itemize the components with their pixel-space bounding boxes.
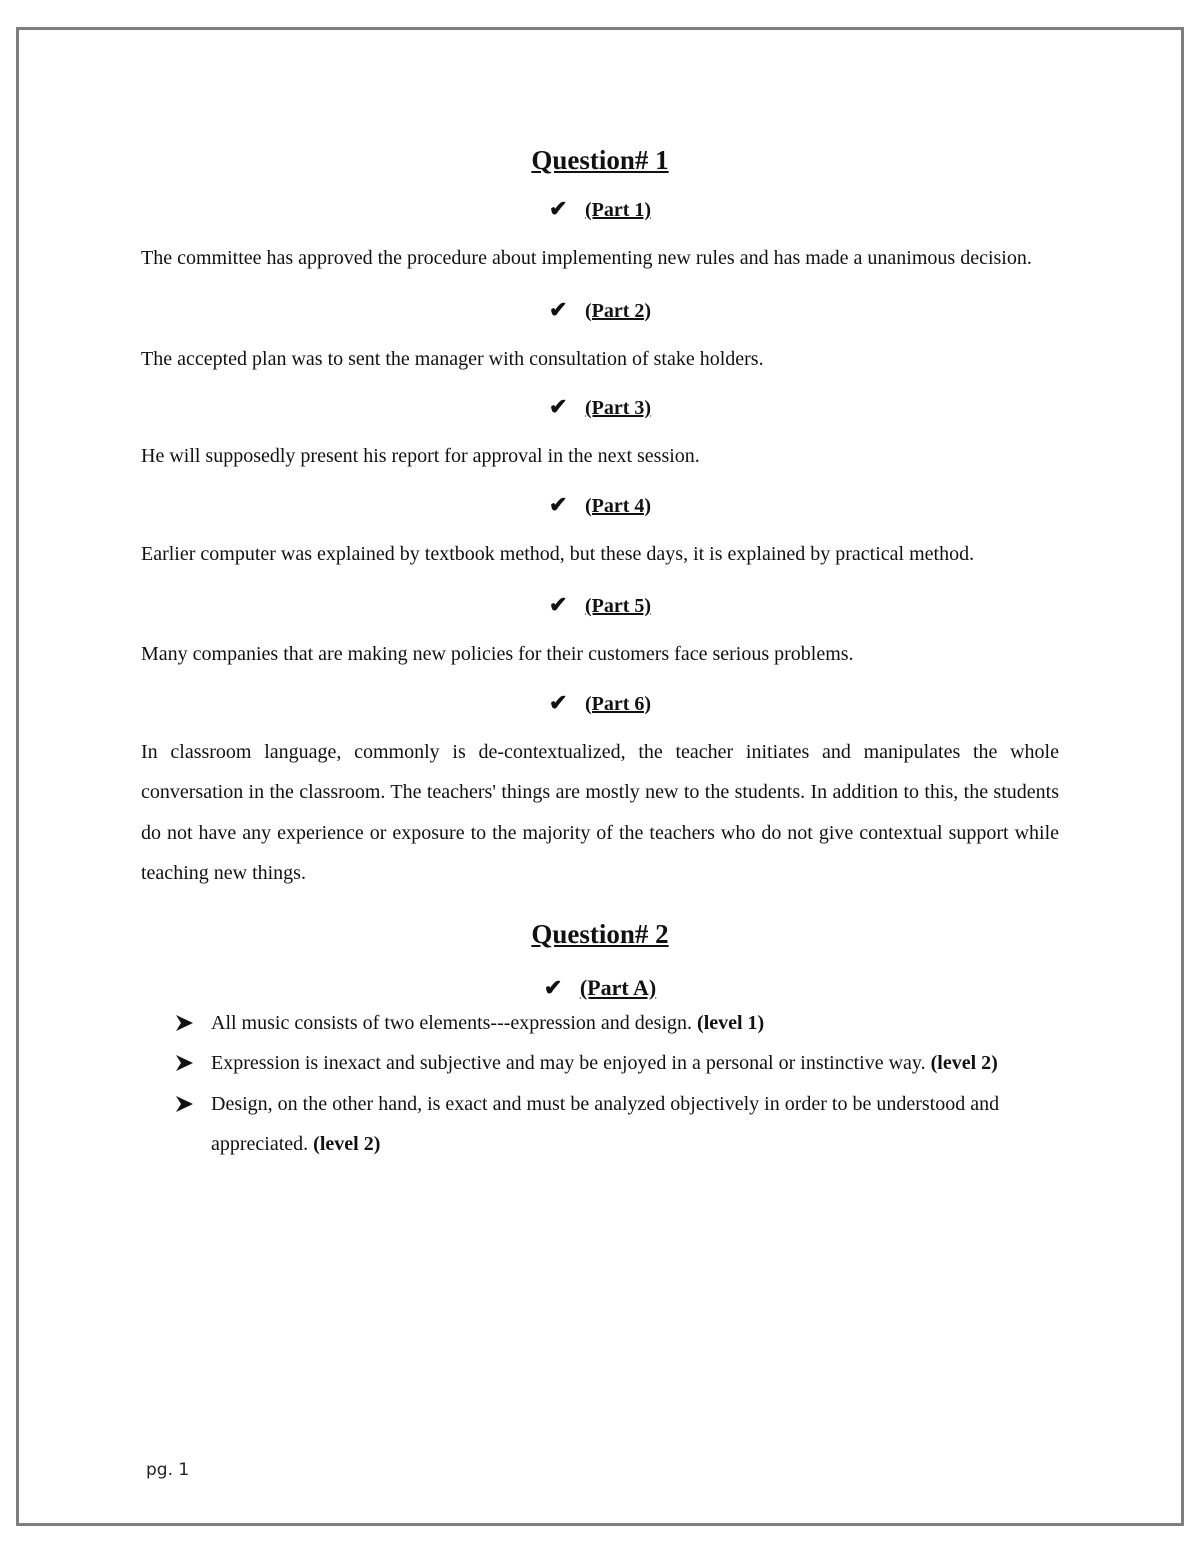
checkmark-icon: ✔ [548,296,568,322]
part-4-text: Earlier computer was explained by textbook method, but these days, it is explained by practical method. [141,542,975,565]
part-3-text: He will supposedly present his report for approval in the next session. [141,445,700,467]
list-item [175,1043,1059,1084]
list-item [175,1084,1059,1165]
part-5-label: (Part 5) [584,595,652,617]
checkmark-icon: ✔ [548,689,568,715]
question-1-title: Question# 1 [531,145,669,175]
part-6-heading [141,688,1059,719]
document-body [141,140,1059,1165]
checkmark-icon: ✔ [548,491,568,517]
part-1-text: The committee has approved the procedure about implementing new rules and has made a unanimous decision. [141,247,1032,269]
arrow-bullet-icon [175,1043,197,1083]
part-2-label: (Part 2) [584,299,652,322]
question-2-title: Question# 2 [531,918,669,949]
part-4-heading [141,490,1059,521]
part-3-heading [141,392,1059,423]
bullet-level: (level 2) [313,1133,381,1155]
part-5-text: Many companies that are making new policies for their customers face serious problems. [141,643,854,665]
part-4-label: (Part 4) [584,494,652,517]
checkmark-icon: ✔ [548,394,568,419]
part-a-label: (Part A) [579,974,657,1000]
part-a-heading [141,973,1059,1003]
part-3-label: (Part 3) [584,397,652,419]
arrow-bullet-icon [175,1003,197,1043]
part-2-text: The accepted plan was to sent the manager with consultation of stake holders. [141,347,764,370]
bullet-level: (level 1) [697,1011,765,1034]
part-5-heading [141,590,1059,621]
checkmark-icon: ✔ [548,592,568,617]
bullet-level: (level 2) [930,1052,998,1074]
bullet-text: Design, on the other hand, is exact and must be analyzed objectively in order to be understood and appreciated. [211,1092,1000,1155]
part-a-bullet-list [141,1003,1059,1165]
arrow-bullet-icon [175,1084,197,1124]
page-number: pg. 1 [146,1460,190,1480]
checkmark-icon: ✔ [543,974,563,1000]
part-2-heading [141,295,1059,326]
part-6-text: In classroom language, commonly is de-contextualized, the teacher initiates and manipulates the whole conversation in the classroom. The teachers' things are mostly new to the students. In addition to this, the students do not have any experience or exposure to the majority of the teachers who do not give contextual support while teaching new things. [141,740,1059,884]
part-6-label: (Part 6) [584,692,652,715]
bullet-text: All music consists of two elements---expression and design. [211,1011,693,1034]
list-item [175,1003,1059,1044]
bullet-text: Expression is inexact and subjective and may be enjoyed in a personal or instinctive way. [211,1052,926,1074]
part-1-heading [141,194,1059,225]
checkmark-icon: ✔ [548,196,568,221]
part-1-label: (Part 1) [584,199,652,221]
